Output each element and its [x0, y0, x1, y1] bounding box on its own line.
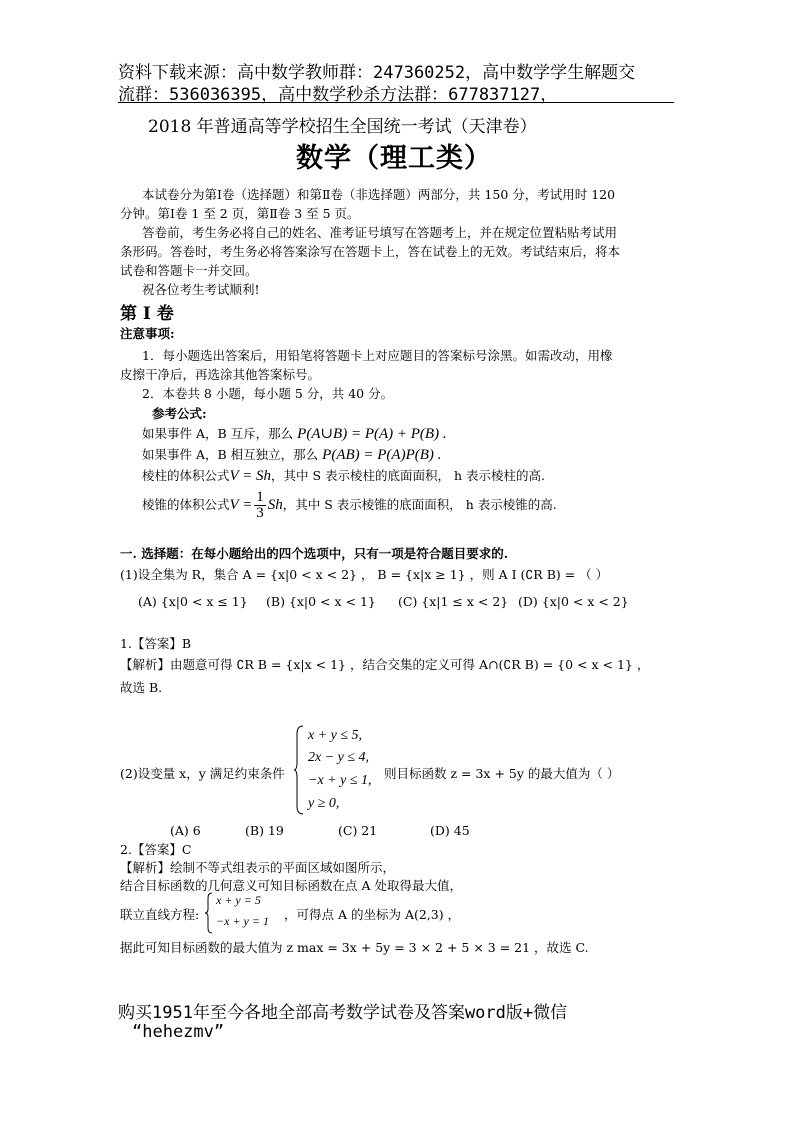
formula-prism-volume: 棱柱的体积公式V = Sh，其中 S 表示棱柱的底面面积， h 表示棱柱的高. [142, 468, 546, 484]
intro-line-5: 试卷和答题卡一并交回。 [120, 263, 258, 278]
system-equation-2: −x + y = 1 [216, 914, 269, 928]
constraint-3: −x + y ≤ 1, [308, 773, 372, 788]
footer-line-1: 购买1951年至今各地全部高考数学试卷及答案word版+微信 [118, 1003, 568, 1023]
header-divider [118, 102, 674, 103]
system-equation-1: x + y = 5 [216, 893, 261, 907]
question-1-answer: 1.【答案】B [120, 636, 192, 651]
question-1-stem: (1)设全集为 R，集合 A = {x|0 < x < 2} ， B = {x|x ≥ 1} ，则 A I (∁R B) = （ ） [120, 567, 609, 582]
constraint-2: 2x − y ≤ 4, [308, 750, 370, 765]
intro-line-2: 分钟。第Ⅰ卷 1 至 2 页，第Ⅱ卷 3 至 5 页。 [120, 206, 360, 221]
formula-mutually-exclusive: 如果事件 A，B 互斥，那么 P(A∪B) = P(A) + P(B) . [142, 426, 447, 442]
intro-line-4: 条形码。答卷时，考生务必将答案涂写在答题卡上，答在试卷上的无效。考试结束后，将本 [120, 244, 621, 259]
question-1-analysis-line-1: 【解析】由题意可得 ∁R B = {x|x < 1} ，结合交集的定义可得 A∩(∁R B) = {0 < x < 1} ， [120, 657, 650, 672]
question-1-option-c: (C) {x|1 ≤ x < 2} [398, 594, 509, 609]
question-2-analysis-line-2: 结合目标函数的几何意义可知目标函数在点 A 处取得最大值， [120, 878, 462, 893]
fraction-one-third: $\frac{1}{3}$ [256, 489, 264, 521]
constraint-1: x + y ≤ 5, [308, 728, 363, 743]
section-one-heading: 一. 选择题：在每小题给出的四个选项中，只有一项是符合题目要求的. [120, 546, 509, 561]
intro-line-1: 本试卷分为第Ⅰ卷（选择题）和第Ⅱ卷（非选择题）两部分，共 150 分，考试用时 120 [142, 187, 616, 202]
note-line-2: 皮擦干净后，再选涂其他答案标号。 [120, 367, 321, 382]
subject-title: 数学（理工类） [296, 143, 492, 174]
question-2-option-b: (B) 19 [245, 823, 284, 838]
question-2-stem-prefix: (2)设变量 x，y 满足约束条件 [120, 766, 285, 781]
question-2-stem-suffix: 则目标函数 z = 3x + 5y 的最大值为（ ） [384, 766, 620, 781]
intro-line-3: 答卷前，考生务必将自己的姓名、准考证号填写在答题考上，并在规定位置粘贴考试用 [142, 225, 618, 240]
constraint-brace [293, 724, 305, 816]
question-2-option-c: (C) 21 [338, 823, 378, 838]
formula-3-math: V = Sh [229, 468, 272, 484]
question-2-analysis-line-1: 【解析】绘制不等式组表示的平面区域如图所示， [120, 860, 396, 875]
question-2-analysis-line-3-prefix: 联立直线方程: [120, 907, 200, 922]
notes-heading: 注意事项: [120, 326, 175, 341]
question-1-option-b: (B) {x|0 < x < 1} [266, 594, 376, 609]
formula-1-math: P(A∪B) = P(A) + P(B) . [297, 426, 447, 442]
note-line-3: 2．本卷共 8 小题，每小题 5 分，共 40 分。 [142, 386, 394, 401]
formula-independent: 如果事件 A，B 相互独立，那么 P(AB) = P(A)P(B) . [142, 447, 442, 463]
system-brace [204, 892, 214, 934]
question-2-analysis-line-3-suffix: ，可得点 A 的坐标为 A(2,3) ， [284, 907, 461, 922]
formula-pyramid-volume: 棱锥的体积公式V = $\frac{1}{3}$ Sh，其中 S 表示棱锥的底面面积， h 表示棱锥的高. [142, 489, 557, 521]
source-header-line-1: 资料下载来源：高中数学教师群：247360252，高中数学学生解题交 [118, 63, 636, 83]
question-2-option-d: (D) 45 [430, 823, 470, 838]
exam-title: 2018 年普通高等学校招生全国统一考试（天津卷） [148, 117, 537, 137]
footer-line-2: “hehezmv” [132, 1022, 225, 1042]
question-2-option-a: (A) 6 [170, 823, 201, 838]
formula-2-math: P(AB) = P(A)P(B) . [322, 447, 442, 463]
part-one-heading: 第 I 卷 [120, 304, 174, 324]
question-2-answer: 2.【答案】C [120, 842, 192, 857]
question-2-analysis-line-4: 据此可知目标函数的最大值为 z max = 3x + 5y = 3 × 2 + 5 × 3 = 21 ，故选 C. [120, 940, 589, 955]
question-1-option-a: (A) {x|0 < x ≤ 1} [138, 594, 248, 609]
note-line-1: 1．每小题选出答案后，用铅笔将答题卡上对应题目的答案标号涂黑。如需改动，用橡 [142, 348, 613, 363]
question-1-option-d: (D) {x|0 < x < 2} [518, 594, 629, 609]
formulas-heading: 参考公式: [152, 406, 207, 421]
source-header-line-2: 流群：536036395，高中数学秒杀方法群：677837127， [118, 85, 558, 105]
constraint-4: y ≥ 0, [308, 796, 340, 811]
question-1-analysis-line-2: 故选 B. [120, 680, 163, 695]
intro-line-6: 祝各位考生考试顺利! [142, 282, 260, 297]
